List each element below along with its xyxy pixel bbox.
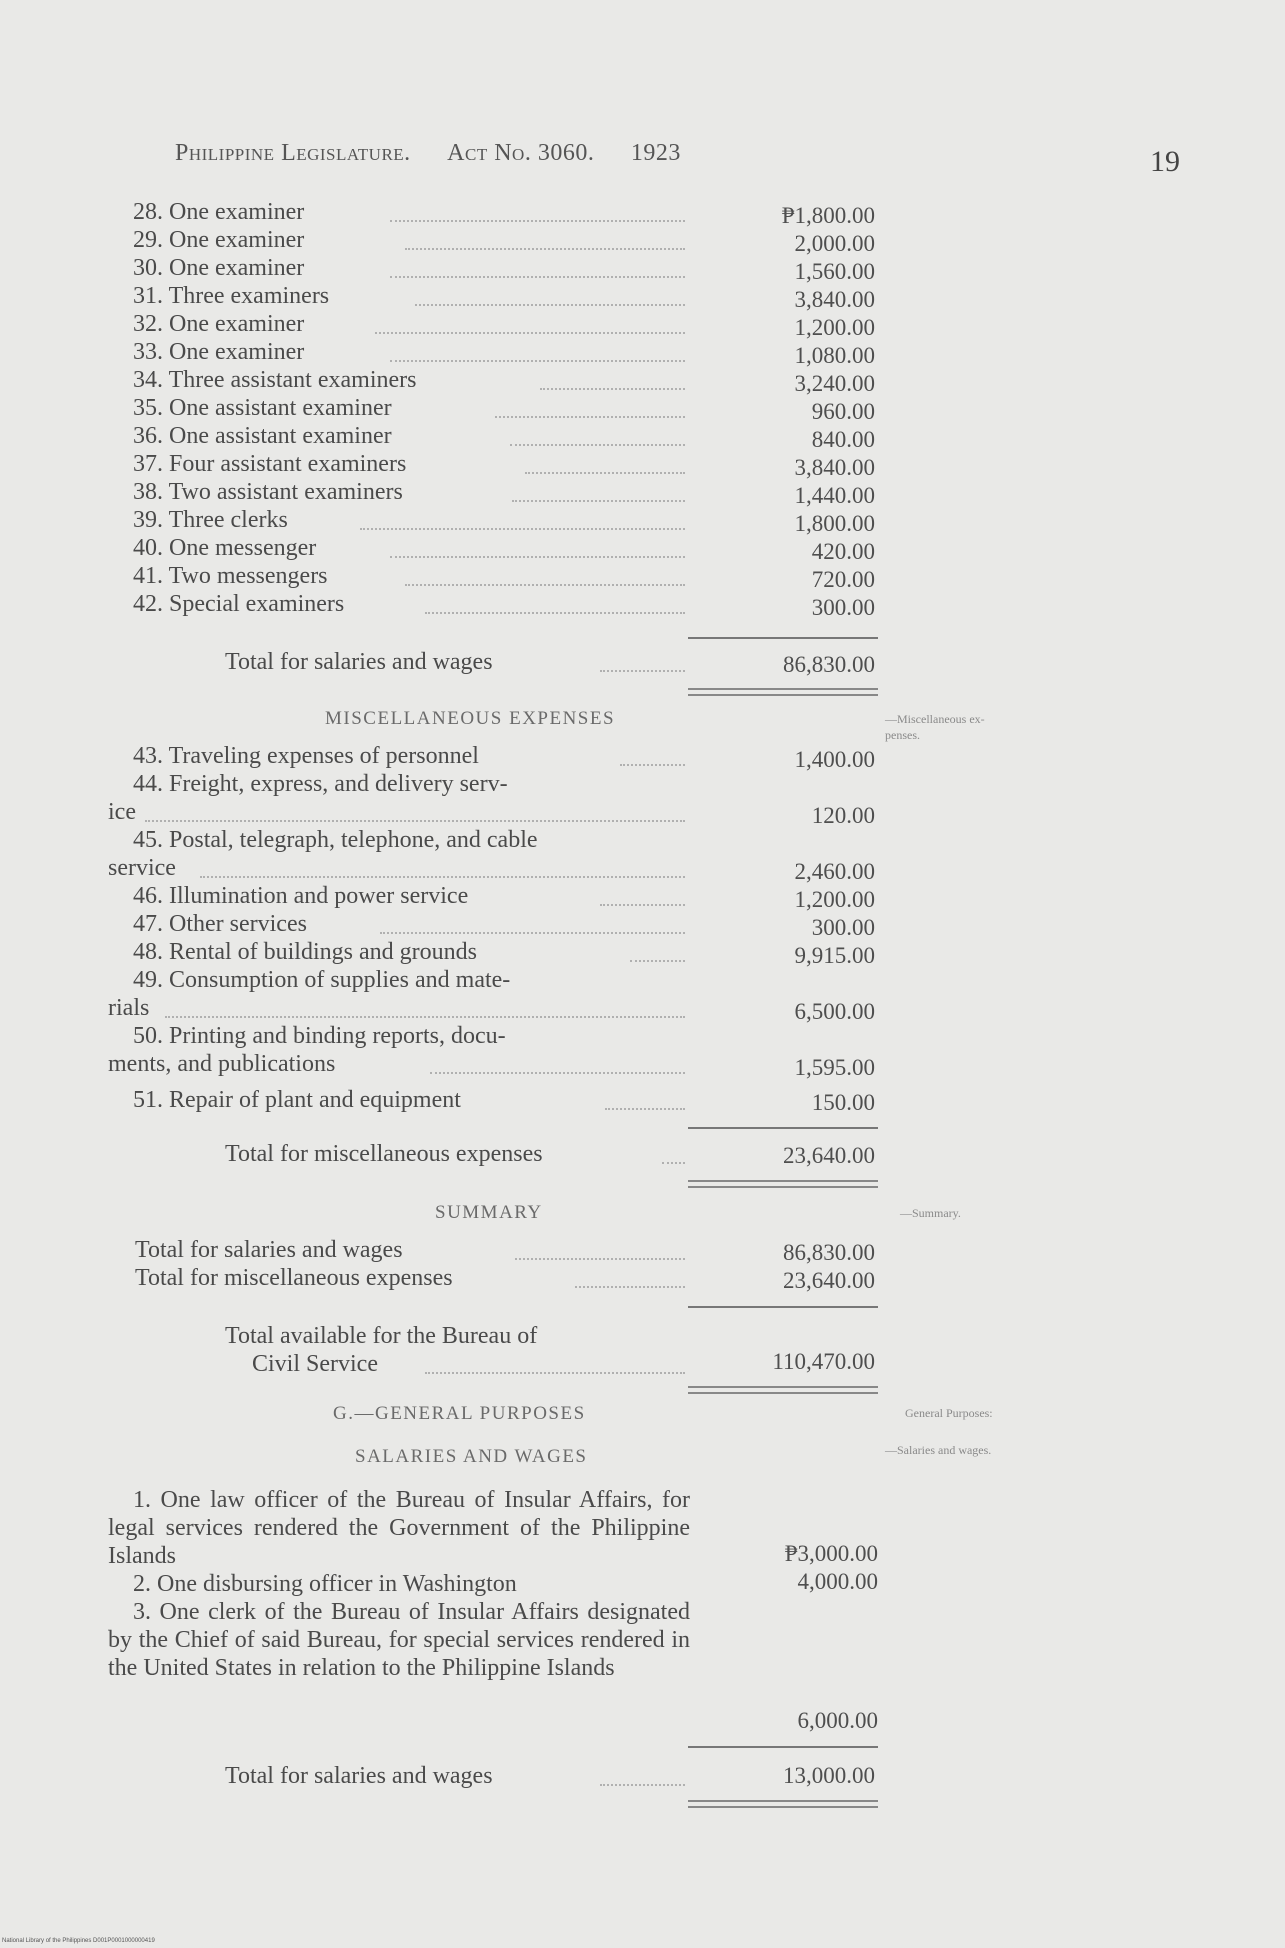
list-item: ments, and publications [108, 1051, 336, 1077]
general-item-3: 3. One clerk of the Bureau of Insular Affairs designated by the Chief of said Bureau, for special services rendered in the United States in relation to the Philippine Islands [108, 1599, 690, 1681]
list-item: ice [108, 799, 136, 825]
rule [688, 1306, 878, 1308]
general-total-label: Total for salaries and wages [225, 1763, 493, 1789]
amount: 3,840.00 [794, 287, 875, 312]
amount: 1,200.00 [794, 315, 875, 340]
leader-dots [430, 1072, 685, 1074]
list-item: 43. Traveling expenses of personnel [133, 743, 479, 769]
summary-row: Total for miscellaneous expenses [135, 1265, 453, 1291]
amount: 1,800.00 [794, 511, 875, 536]
misc-total-amount: 23,640.00 [783, 1143, 875, 1168]
salaries-total-amount: 86,830.00 [783, 652, 875, 677]
amount: 1,595.00 [794, 1055, 875, 1080]
general-item-2: 2. One disbursing officer in Washington [133, 1571, 517, 1597]
amount: ₱1,800.00 [781, 203, 875, 228]
amount: 4,000.00 [797, 1569, 878, 1594]
amount: 6,000.00 [797, 1708, 878, 1733]
leader-dots [415, 304, 685, 306]
leader-dots [165, 1016, 685, 1018]
amount: 1,080.00 [794, 343, 875, 368]
double-rule [688, 1386, 878, 1394]
margin-note-misc: —Miscellaneous ex- [885, 712, 985, 726]
running-header [175, 140, 681, 167]
leader-dots [510, 444, 685, 446]
leader-dots [390, 556, 685, 558]
leader-dots [405, 248, 685, 250]
margin-note-general: General Purposes: [905, 1406, 993, 1420]
amount: 1,560.00 [794, 259, 875, 284]
leader-dots [200, 876, 685, 878]
leader-dots [145, 820, 685, 822]
leader-dots [390, 360, 685, 362]
amount: 300.00 [811, 915, 875, 940]
list-item: rials [108, 995, 150, 1021]
double-rule [688, 688, 878, 696]
list-item: 51. Repair of plant and equipment [133, 1087, 461, 1113]
footer-credit: National Library of the Philippines D001P0001000000419 [2, 1938, 155, 1944]
amount: 9,915.00 [794, 943, 875, 968]
rule [688, 637, 878, 639]
leader-dots [620, 764, 685, 766]
leader-dots [600, 1784, 685, 1786]
amount: 6,500.00 [794, 999, 875, 1024]
summary-total-amount: 110,470.00 [772, 1349, 875, 1374]
leader-dots [600, 904, 685, 906]
list-item: 46. Illumination and power service [133, 883, 469, 909]
list-item: 48. Rental of buildings and grounds [133, 939, 477, 965]
leader-dots [662, 1162, 685, 1164]
leader-dots [405, 584, 685, 586]
page-number: 19 [1150, 145, 1180, 178]
leader-dots [512, 500, 685, 502]
header-act: Act No. 3060. [447, 140, 595, 166]
amount: ₱3,000.00 [784, 1541, 878, 1566]
amount: 2,000.00 [794, 231, 875, 256]
leader-dots [525, 472, 685, 474]
leader-dots [360, 528, 685, 530]
section-subheading-salaries: SALARIES AND WAGES [355, 1446, 588, 1467]
header-year: 1923 [630, 140, 681, 166]
general-total-amount: 13,000.00 [783, 1763, 875, 1788]
misc-total-label: Total for miscellaneous expenses [225, 1141, 543, 1167]
list-item-line1: 44. Freight, express, and delivery serv- [133, 771, 508, 797]
salaries-total-label: Total for salaries and wages [225, 649, 493, 675]
summary-row: Total for salaries and wages [135, 1237, 403, 1263]
amount: 960.00 [811, 399, 875, 424]
amount: 150.00 [811, 1090, 875, 1115]
amount: 1,440.00 [794, 483, 875, 508]
list-item-line1: 50. Printing and binding reports, docu- [133, 1023, 506, 1049]
leader-dots [575, 1286, 685, 1288]
leader-dots [605, 1108, 685, 1110]
leader-dots [375, 332, 685, 334]
leader-dots [390, 276, 685, 278]
header-title: Philippine Legislature. [175, 140, 411, 166]
amount: 3,840.00 [794, 455, 875, 480]
double-rule [688, 1800, 878, 1808]
margin-note-summary: —Summary. [900, 1206, 961, 1220]
double-rule [688, 1180, 878, 1188]
amount: 420.00 [811, 539, 875, 564]
section-heading-misc: MISCELLANEOUS EXPENSES [325, 708, 616, 729]
summary-total-line2: Civil Service [252, 1351, 378, 1377]
leader-dots [495, 416, 685, 418]
amount: 1,400.00 [794, 747, 875, 772]
leader-dots [600, 670, 685, 672]
general-item-1: 1. One law officer of the Bureau of Insular Affairs, for legal services rendered the Government of the Philippine Islands [108, 1487, 690, 1569]
leader-dots [630, 960, 685, 962]
summary-total-line1: Total available for the Bureau of [225, 1323, 538, 1349]
amount: 23,640.00 [783, 1268, 875, 1293]
list-item: service [108, 855, 176, 881]
amount: 720.00 [811, 567, 875, 592]
leader-dots [380, 932, 685, 934]
list-item: 47. Other services [133, 911, 307, 937]
amount: 3,240.00 [794, 371, 875, 396]
leader-dots [515, 1258, 685, 1260]
list-item-line1: 45. Postal, telegraph, telephone, and cable [133, 827, 538, 853]
section-heading-summary: SUMMARY [435, 1202, 543, 1223]
amount: 300.00 [811, 595, 875, 620]
amount: 120.00 [811, 803, 875, 828]
amount: 86,830.00 [783, 1240, 875, 1265]
rule [688, 1746, 878, 1748]
leader-dots [425, 612, 685, 614]
rule [688, 1127, 878, 1129]
amount: 1,200.00 [794, 887, 875, 912]
margin-note-salaries: —Salaries and wages. [885, 1443, 992, 1457]
amount: 840.00 [811, 427, 875, 452]
list-item-line1: 49. Consumption of supplies and mate- [133, 967, 511, 993]
leader-dots [425, 1372, 685, 1374]
section-heading-general: G.—GENERAL PURPOSES [333, 1403, 586, 1424]
margin-note-misc-2: penses. [885, 728, 920, 742]
leader-dots [390, 220, 685, 222]
leader-dots [540, 388, 685, 390]
amount: 2,460.00 [794, 859, 875, 884]
